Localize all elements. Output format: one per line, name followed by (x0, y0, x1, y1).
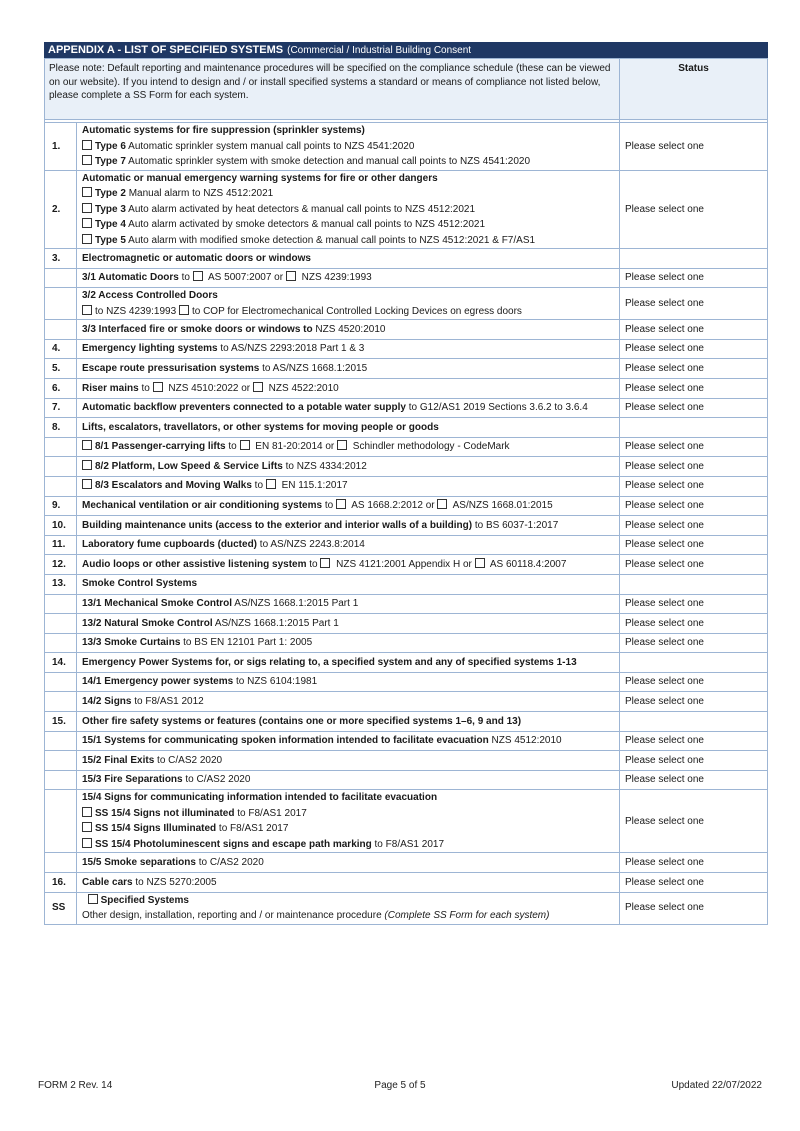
row-title: 14/1 Emergency power systems (82, 676, 234, 688)
row-number (45, 457, 77, 477)
row-description (77, 535, 620, 555)
option-line (82, 837, 615, 853)
row-standard: AS/NZS 1668.01:2015 (450, 500, 553, 512)
row-title: Laboratory fume cupboards (ducted) (82, 539, 258, 551)
note-text: Please note: Default reporting and maintenance procedures will be specified on the compliance schedule (these can be viewed on our website). If you intend to design and / or install specified systems a standard or means of compliance not listed below, please complete a SS Form for each system. (45, 59, 620, 120)
ss-line (82, 908, 615, 924)
row-title: Electromagnetic or automatic doors or windows (82, 252, 311, 264)
checkbox[interactable] (193, 271, 203, 281)
row-number: 5. (45, 359, 77, 379)
row-description (77, 653, 620, 673)
row-description (77, 288, 620, 320)
checkbox[interactable] (253, 382, 263, 392)
table-row (45, 712, 768, 732)
row-number (45, 288, 77, 320)
checkbox[interactable] (153, 382, 163, 392)
table-row (45, 594, 768, 614)
row-description (77, 614, 620, 634)
row-description (77, 418, 620, 438)
table-row (45, 574, 768, 594)
appendix-title: APPENDIX A - LIST OF SPECIFIED SYSTEMS (48, 44, 284, 56)
option-label: SS 15/4 Signs Illuminated (95, 823, 217, 835)
row-description (77, 123, 620, 171)
status-select[interactable]: Please select one (620, 535, 768, 555)
row-description (77, 633, 620, 653)
row-number (45, 614, 77, 634)
status-select[interactable]: Please select one (620, 170, 768, 249)
row-number (45, 751, 77, 771)
row-number: 12. (45, 555, 77, 575)
row-standard: to (225, 441, 240, 453)
row-standard: NZS 4520:2010 (312, 323, 386, 335)
status-select[interactable]: Please select one (620, 614, 768, 634)
table-row (45, 770, 768, 790)
table-row (45, 853, 768, 873)
row-description (77, 359, 620, 379)
table-row (45, 873, 768, 893)
appendix-page (44, 42, 768, 925)
row-standard: to (306, 558, 321, 570)
row-standard: to (322, 500, 336, 512)
status-select (620, 418, 768, 438)
row-title: Escape route pressurisation systems (82, 362, 260, 374)
checkbox[interactable] (240, 440, 250, 450)
row-number (45, 437, 77, 457)
status-select[interactable]: Please select one (620, 633, 768, 653)
status-select[interactable]: Please select one (620, 751, 768, 771)
footer-form-rev: FORM 2 Rev. 14 (38, 1080, 113, 1091)
option-line (82, 304, 615, 320)
status-select (620, 653, 768, 673)
status-select[interactable]: Please select one (620, 123, 768, 171)
checkbox[interactable] (336, 499, 346, 509)
row-description (77, 555, 620, 575)
row-number: 16. (45, 873, 77, 893)
row-standard: to NZS 5270:2005 (132, 876, 217, 888)
status-select[interactable]: Please select one (620, 496, 768, 516)
row-description (77, 594, 620, 614)
row-standard: NZS 4522:2010 (265, 382, 339, 394)
option-line (82, 154, 615, 170)
row-number (45, 476, 77, 496)
option-label: Type 2 (95, 188, 126, 199)
footer-page-number: Page 5 of 5 (374, 1080, 426, 1091)
status-select[interactable]: Please select one (620, 892, 768, 924)
row-title: Automatic systems for fire suppression (sprinkler systems) (82, 125, 365, 136)
checkbox[interactable] (82, 305, 92, 315)
row-standard: to F8/AS1 2012 (131, 696, 204, 708)
status-select (620, 574, 768, 594)
row-number: 3. (45, 249, 77, 269)
status-select[interactable]: Please select one (620, 853, 768, 873)
row-standard: to (251, 480, 266, 492)
table-row (45, 418, 768, 438)
row-standard: to (178, 272, 193, 284)
row-number: 6. (45, 378, 77, 398)
row-description (77, 751, 620, 771)
table-row (45, 751, 768, 771)
row-standard: to AS/NZS 2243.8:2014 (257, 539, 365, 551)
table-row (45, 614, 768, 634)
row-title: Building maintenance units (access to the exterior and interior walls of a building) (82, 519, 473, 531)
checkbox[interactable] (82, 218, 92, 228)
row-description (77, 496, 620, 516)
option-line (82, 806, 615, 822)
row-title: 15/5 Smoke separations (82, 856, 196, 868)
option-line (82, 233, 615, 249)
status-select[interactable]: Please select one (620, 457, 768, 477)
row-number: 9. (45, 496, 77, 516)
table-row (45, 249, 768, 269)
status-select[interactable]: Please select one (620, 692, 768, 712)
row-title: Emergency Power Systems for, or sigs relating to, a specified system and any of specified systems 1-13 (82, 656, 577, 668)
status-select[interactable]: Please select one (620, 476, 768, 496)
option-label: Type 6 (95, 140, 126, 152)
row-title: 15/3 Fire Separations (82, 774, 183, 786)
table-row (45, 288, 768, 320)
row-description (77, 339, 620, 359)
checkbox[interactable] (82, 187, 92, 197)
row-description (77, 516, 620, 536)
ss-line (82, 893, 615, 909)
checkbox[interactable] (82, 234, 92, 244)
row-title: 13/1 Mechanical Smoke Control (82, 598, 233, 610)
table-row (45, 398, 768, 418)
table-row (45, 496, 768, 516)
option-standard: to F8/AS1 2017 (371, 838, 445, 850)
row-title: Lifts, escalators, travellators, or other systems for moving people or goods (82, 421, 439, 433)
row-description (77, 574, 620, 594)
row-title: 14/2 Signs (82, 696, 132, 708)
row-note: (Complete SS Form for each system) (384, 910, 550, 922)
row-standard: EN 115.1:2017 (278, 480, 348, 492)
row-title: 8/1 Passenger-carrying lifts (95, 441, 226, 453)
option-line (82, 202, 615, 218)
row-title: 13/2 Natural Smoke Control (82, 617, 213, 629)
checkbox[interactable] (320, 558, 330, 568)
status-select[interactable]: Please select one (620, 288, 768, 320)
option-label: Type 7 (95, 156, 126, 167)
option-line (82, 186, 615, 202)
option-line (82, 139, 615, 155)
row-title: 3/1 Automatic Doors (82, 272, 179, 284)
row-standard: NZS 4121:2001 Appendix H or (333, 558, 475, 570)
row-standard: to BS 6037-1:2017 (472, 519, 559, 531)
row-title: Specified Systems (100, 894, 189, 906)
option-label: Type 4 (95, 219, 126, 230)
row-title: 8/2 Platform, Low Speed & Service Lifts (95, 460, 283, 472)
row-number: 15. (45, 712, 77, 732)
row-description (77, 249, 620, 269)
table-row (45, 437, 768, 457)
row-description (77, 770, 620, 790)
row-title: Smoke Control Systems (82, 578, 198, 590)
row-description (77, 712, 620, 732)
row-description (77, 692, 620, 712)
status-select (620, 712, 768, 732)
table-row (45, 555, 768, 575)
row-number: 11. (45, 535, 77, 555)
row-standard: AS 5007:2007 or (205, 272, 286, 284)
row-number (45, 633, 77, 653)
table-row (45, 790, 768, 853)
table-row (45, 320, 768, 340)
row-title: 15/2 Final Exits (82, 754, 155, 766)
row-description (77, 268, 620, 288)
status-select[interactable]: Please select one (620, 873, 768, 893)
row-description (77, 853, 620, 873)
row-standard: AS 60118.4:2007 (487, 558, 567, 570)
table-row (45, 378, 768, 398)
specified-systems-table (44, 58, 768, 925)
checkbox[interactable] (82, 140, 92, 150)
status-select[interactable]: Please select one (620, 555, 768, 575)
row-standard: AS/NZS 1668.1:2015 Part 1 (212, 617, 339, 629)
option-standard: to F8/AS1 2017 (234, 807, 307, 819)
row-number: 10. (45, 516, 77, 536)
row-number (45, 594, 77, 614)
option-standard: Automatic sprinkler system with smoke detection and manual call points to NZS 4541:2020 (125, 156, 531, 167)
row-standard: to AS/NZS 1668.1:2015 (259, 362, 368, 374)
row-description (77, 731, 620, 751)
option-label: Type 5 (95, 234, 126, 246)
option-label: Type 3 (95, 203, 126, 215)
row-description (77, 790, 620, 853)
checkbox[interactable] (82, 155, 92, 165)
status-select[interactable]: Please select one (620, 339, 768, 359)
row-standard: to NZS 4334:2012 (282, 460, 367, 472)
row-title: 15/4 Signs for communicating information intended to facilitate evacuation (82, 792, 438, 804)
row-standard: NZS 4512:2010 (488, 735, 562, 747)
status-select[interactable]: Please select one (620, 770, 768, 790)
row-title: Other fire safety systems or features (contains one or more specified systems 1–6, 9 and 13) (82, 715, 522, 727)
row-standard: Other design, installation, reporting and / or maintenance procedure (82, 910, 385, 922)
checkbox[interactable] (88, 894, 98, 904)
row-title: 8/3 Escalators and Moving Walks (95, 480, 252, 492)
row-description (77, 873, 620, 893)
row-title: Automatic backflow preventers connected to a potable water supply (82, 402, 406, 414)
row-number (45, 692, 77, 712)
row-description (77, 476, 620, 496)
row-title: Riser mains (82, 382, 139, 394)
row-standard: AS/NZS 1668.1:2015 Part 1 (232, 598, 359, 610)
checkbox[interactable] (82, 822, 92, 832)
row-number (45, 672, 77, 692)
status-select[interactable]: Please select one (620, 594, 768, 614)
row-description (77, 457, 620, 477)
appendix-subtitle: (Commercial / Industrial Building Consent (287, 45, 472, 56)
row-description (77, 892, 620, 924)
option-standard: Automatic sprinkler system manual call points to NZS 4541:2020 (125, 140, 415, 152)
table-row (45, 268, 768, 288)
row-standard: to AS/NZS 2293:2018 Part 1 & 3 (217, 343, 365, 355)
table-row (45, 457, 768, 477)
row-standard: to NZS 6104:1981 (233, 676, 318, 688)
checkbox[interactable] (82, 203, 92, 213)
row-title: Audio loops or other assistive listening system (82, 558, 307, 570)
option-standard: to COP for Electromechanical Controlled Locking Devices on egress doors (191, 305, 522, 317)
table-row (45, 535, 768, 555)
row-number: 7. (45, 398, 77, 418)
status-select[interactable]: Please select one (620, 731, 768, 751)
row-number (45, 268, 77, 288)
checkbox[interactable] (266, 479, 276, 489)
row-title: Emergency lighting systems (82, 343, 218, 355)
table-row (45, 170, 768, 249)
row-title: 13/3 Smoke Curtains (82, 637, 181, 649)
row-number (45, 790, 77, 853)
table-row (45, 672, 768, 692)
row-standard: EN 81-20:2014 or (252, 441, 338, 453)
checkbox[interactable] (437, 499, 447, 509)
checkbox[interactable] (82, 460, 92, 470)
row-standard: to BS EN 12101 Part 1: 2005 (180, 637, 313, 649)
status-select[interactable]: Please select one (620, 320, 768, 340)
row-standard: to C/AS2 2020 (154, 754, 223, 766)
checkbox[interactable] (286, 271, 296, 281)
row-title: Automatic or manual emergency warning systems for fire or other dangers (82, 172, 438, 184)
table-row (45, 731, 768, 751)
status-select[interactable]: Please select one (620, 268, 768, 288)
option-standard: Manual alarm to NZS 4512:2021 (125, 188, 274, 199)
row-number: 13. (45, 574, 77, 594)
row-standard: AS 1668.2:2012 or (348, 500, 438, 512)
row-number (45, 731, 77, 751)
option-standard: Auto alarm activated by smoke detectors & manual call points to NZS 4512:2021 (125, 219, 486, 230)
table-row (45, 359, 768, 379)
row-standard: to C/AS2 2020 (182, 774, 251, 786)
appendix-title-bar (44, 42, 768, 58)
row-number (45, 853, 77, 873)
row-number: SS (45, 892, 77, 924)
table-row (45, 476, 768, 496)
status-select[interactable]: Please select one (620, 437, 768, 457)
row-standard: to C/AS2 2020 (195, 856, 264, 868)
row-number (45, 320, 77, 340)
row-description (77, 437, 620, 457)
row-description (77, 378, 620, 398)
row-title: 15/1 Systems for communicating spoken information intended to facilitate evacuation (82, 735, 489, 747)
row-number: 2. (45, 170, 77, 249)
row-title: Cable cars (82, 876, 133, 888)
checkbox[interactable] (475, 558, 485, 568)
row-number (45, 770, 77, 790)
status-select[interactable]: Please select one (620, 359, 768, 379)
row-number: 8. (45, 418, 77, 438)
status-select (620, 249, 768, 269)
checkbox[interactable] (82, 440, 92, 450)
table-row (45, 633, 768, 653)
table-row (45, 516, 768, 536)
footer-updated: Updated 22/07/2022 (671, 1080, 762, 1091)
row-description (77, 398, 620, 418)
status-select[interactable]: Please select one (620, 378, 768, 398)
row-standard: NZS 4510:2022 or (165, 382, 253, 394)
row-title: 3/2 Access Controlled Doors (82, 290, 218, 302)
option-standard: Auto alarm activated by heat detectors & manual call points to NZS 4512:2021 (125, 203, 476, 215)
status-select[interactable]: Please select one (620, 672, 768, 692)
row-standard: NZS 4239:1993 (298, 272, 372, 284)
row-standard: to (138, 382, 153, 394)
note-row (45, 59, 768, 120)
row-description (77, 672, 620, 692)
option-label: SS 15/4 Signs not illuminated (95, 807, 235, 819)
checkbox[interactable] (82, 807, 92, 817)
row-description (77, 170, 620, 249)
row-title: 3/3 Interfaced fire or smoke doors or windows to (82, 323, 313, 335)
row-title: Mechanical ventilation or air conditioning systems (82, 500, 323, 512)
checkbox[interactable] (337, 440, 347, 450)
option-label: SS 15/4 Photoluminescent signs and escape path marking (95, 838, 372, 850)
table-row (45, 339, 768, 359)
status-header: Status (620, 59, 768, 120)
checkbox[interactable] (82, 479, 92, 489)
checkbox[interactable] (82, 838, 92, 848)
row-standard: to G12/AS1 2019 Sections 3.6.2 to 3.6.4 (405, 402, 588, 414)
checkbox[interactable] (179, 305, 189, 315)
option-line (82, 217, 615, 233)
option-standard: to F8/AS1 2017 (216, 823, 289, 835)
status-select[interactable]: Please select one (620, 516, 768, 536)
table-row (45, 123, 768, 171)
table-row (45, 692, 768, 712)
row-number: 14. (45, 653, 77, 673)
row-standard: Schindler methodology - CodeMark (350, 441, 510, 453)
row-number: 4. (45, 339, 77, 359)
status-select[interactable]: Please select one (620, 398, 768, 418)
status-select[interactable]: Please select one (620, 790, 768, 853)
table-row (45, 653, 768, 673)
option-standard: to NZS 4239:1993 (95, 305, 177, 317)
row-description (77, 320, 620, 340)
option-line (82, 821, 615, 837)
table-row (45, 892, 768, 924)
row-number: 1. (45, 123, 77, 171)
option-standard: Auto alarm with modified smoke detection & manual call points to NZS 4512:2021 & F7/AS1 (125, 234, 536, 246)
